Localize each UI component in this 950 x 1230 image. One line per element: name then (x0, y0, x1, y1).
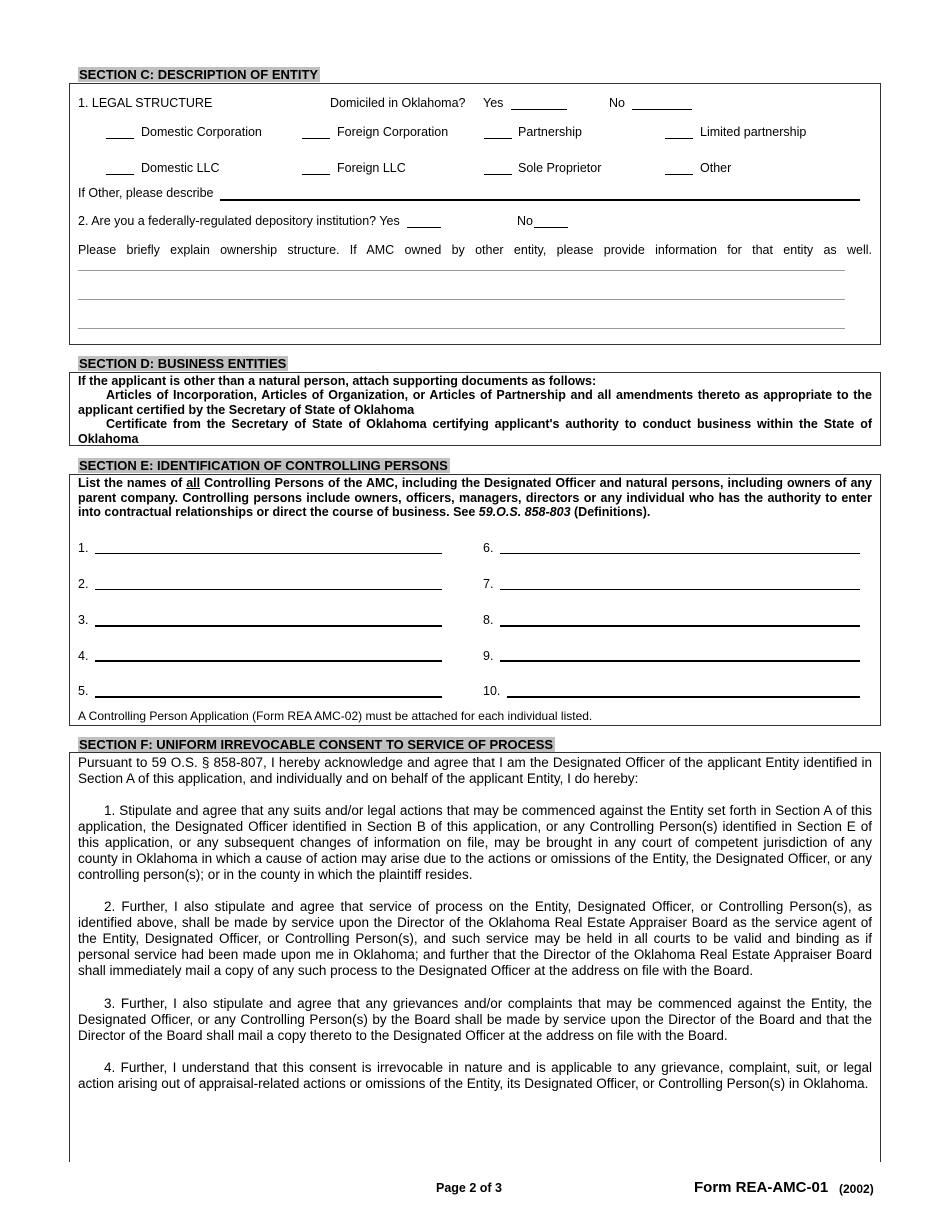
ownership-line[interactable] (78, 270, 845, 271)
other-describe-label: If Other, please describe (78, 186, 214, 200)
controlling-person-field-2[interactable] (95, 589, 442, 590)
option-partnership: Partnership (518, 125, 582, 139)
section-f-title: SECTION F: UNIFORM IRREVOCABLE CONSENT TO SERVICE OF PROCESS (79, 737, 554, 752)
ownership-line[interactable] (78, 299, 845, 300)
consent-paragraph-2: 2. Further, I also stipulate and agree that service of process on the Entity, Designated Officer, or Controlling Person(s), as identified above, shall be made by service upon the Director of the Oklahoma Real Estate Appraiser Board as the service agent of the Entity, Designated Officer, or Controlling Person(s), and such service may be held in all courts to be valid and binding as if personal service had been made upon me in Oklahoma; and further that the Director of the Oklahoma Real Estate Appraiser Board shall immediately mail a copy of any such process to the Designated Officer at the address on file with the Board. (78, 899, 872, 978)
option-domestic-corporation: Domestic Corporation (141, 125, 262, 139)
option-blank[interactable] (665, 138, 693, 139)
consent-paragraph-3: 3. Further, I also stipulate and agree that any grievances and/or complaints that may be commenced against the Entity, the Designated Officer, or any Controlling Person(s) by the Board shall be made by service upon the Director of the Board and that the Director of the Board shall mail a copy thereto to the Designated Officer at the address on file with the Board. (78, 996, 872, 1043)
option-blank[interactable] (302, 138, 330, 139)
option-blank[interactable] (665, 174, 693, 175)
controlling-person-number: 6. (483, 541, 494, 555)
domiciled-yes-label: Yes (483, 96, 504, 110)
option-blank[interactable] (106, 138, 134, 139)
form-number: Form REA-AMC-01 (694, 1179, 829, 1196)
depository-no-field[interactable] (534, 227, 568, 228)
page-number: Page 2 of 3 (436, 1181, 502, 1195)
option-limited-partnership: Limited partnership (700, 125, 807, 139)
option-blank[interactable] (106, 174, 134, 175)
section-e-text-mid: Controlling Persons of the AMC, including the Designated Officer and natural persons, including owners of any parent company. Controlling persons include owners, officers, managers, directors or any individual who has the authority to enter into contractual relationships or direct the course of business. See (78, 476, 872, 519)
option-blank[interactable] (302, 174, 330, 175)
consent-intro: Pursuant to 59 O.S. § 858-807, I hereby acknowledge and agree that I am the Designated Officer of the applicant Entity identified in Section A of this application, and individually and on behalf of the applicant Entity, I do hereby: (78, 755, 872, 786)
section-e-instructions (78, 476, 872, 520)
option-domestic-llc: Domestic LLC (141, 161, 220, 175)
controlling-person-field-4[interactable] (95, 660, 442, 662)
controlling-person-field-7[interactable] (500, 589, 860, 590)
other-describe-field[interactable] (220, 199, 860, 201)
consent-paragraph-4: 4. Further, I understand that this consent is irrevocable in nature and is applicable to any grievance, complaint, suit, or legal action arising out of appraisal-related actions or omissions of the Entity, its Designated Officer, or Controlling Person(s) in Oklahoma. (78, 1060, 872, 1091)
controlling-person-number: 5. (78, 684, 89, 698)
depository-no-label: No (517, 214, 533, 228)
section-e-text-post: (Definitions). (570, 505, 651, 519)
depository-yes-field[interactable] (407, 227, 441, 228)
domiciled-yes-field[interactable] (511, 109, 567, 110)
section-e-text-pre: List the names of (78, 476, 187, 490)
option-foreign-corporation: Foreign Corporation (337, 125, 449, 139)
option-blank[interactable] (484, 174, 512, 175)
controlling-person-field-5[interactable] (95, 696, 442, 698)
domiciled-no-label: No (609, 96, 625, 110)
ownership-prompt: Please briefly explain ownership structure. If AMC owned by other entity, please provide information for that entity as well. (78, 243, 872, 257)
controlling-person-field-6[interactable] (500, 553, 860, 554)
controlling-person-number: 3. (78, 613, 89, 627)
controlling-person-number: 1. (78, 541, 89, 555)
controlling-person-field-8[interactable] (500, 625, 860, 627)
section-e-text-all: all (186, 476, 201, 490)
section-d-item-certificate: Certificate from the Secretary of State of Oklahoma certifying applicant's authority to conduct business within the State of Oklahoma (78, 417, 872, 446)
option-foreign-llc: Foreign LLC (337, 161, 406, 175)
consent-paragraph-1: 1. Stipulate and agree that any suits and/or legal actions that may be commenced against the Entity set forth in Section A of this application, the Designated Officer identified in Section B of this application, or any Controlling Person(s) identified in Section E of this application, or any subsequent changes of information on file, may be brought in any court of competent jurisdiction of any county in Oklahoma in which a cause of action may arise due to the actions or omissions of the Entity, the Designated Officer, or any controlling person(s); or in the county in which the plaintiff resides. (78, 803, 872, 882)
controlling-person-note: A Controlling Person Application (Form REA AMC-02) must be attached for each individual listed. (78, 709, 593, 723)
section-d-item-articles: Articles of Incorporation, Articles of Organization, or Articles of Partnership and all amendments thereto as appropriate to the applicant certified by the Secretary of State of Oklahoma (78, 388, 872, 417)
section-d-intro: If the applicant is other than a natural person, attach supporting documents as follows: (78, 374, 597, 388)
form-year: (2002) (839, 1182, 874, 1196)
controlling-person-number: 7. (483, 577, 494, 591)
section-d-title: SECTION D: BUSINESS ENTITIES (79, 356, 287, 371)
controlling-person-field-3[interactable] (95, 625, 442, 627)
option-sole-proprietor: Sole Proprietor (518, 161, 602, 175)
controlling-person-field-10[interactable] (507, 696, 860, 698)
section-e-citation: 59.O.S. 858-803 (478, 505, 571, 519)
depository-question: 2. Are you a federally-regulated depository institution? Yes (78, 214, 400, 228)
option-other: Other (700, 161, 732, 175)
controlling-person-field-9[interactable] (500, 660, 860, 662)
controlling-person-number: 8. (483, 613, 494, 627)
controlling-person-field-1[interactable] (95, 553, 442, 554)
domiciled-no-field[interactable] (632, 109, 692, 110)
legal-structure-label: 1. LEGAL STRUCTURE (78, 96, 213, 110)
controlling-person-number: 9. (483, 649, 494, 663)
section-c-title: SECTION C: DESCRIPTION OF ENTITY (79, 67, 319, 82)
domiciled-label: Domiciled in Oklahoma? (330, 96, 466, 110)
controlling-person-number: 4. (78, 649, 89, 663)
option-blank[interactable] (484, 138, 512, 139)
controlling-person-number: 2. (78, 577, 89, 591)
section-e-title: SECTION E: IDENTIFICATION OF CONTROLLING PERSONS (79, 458, 448, 473)
controlling-person-number: 10. (483, 684, 501, 698)
ownership-line[interactable] (78, 328, 845, 329)
